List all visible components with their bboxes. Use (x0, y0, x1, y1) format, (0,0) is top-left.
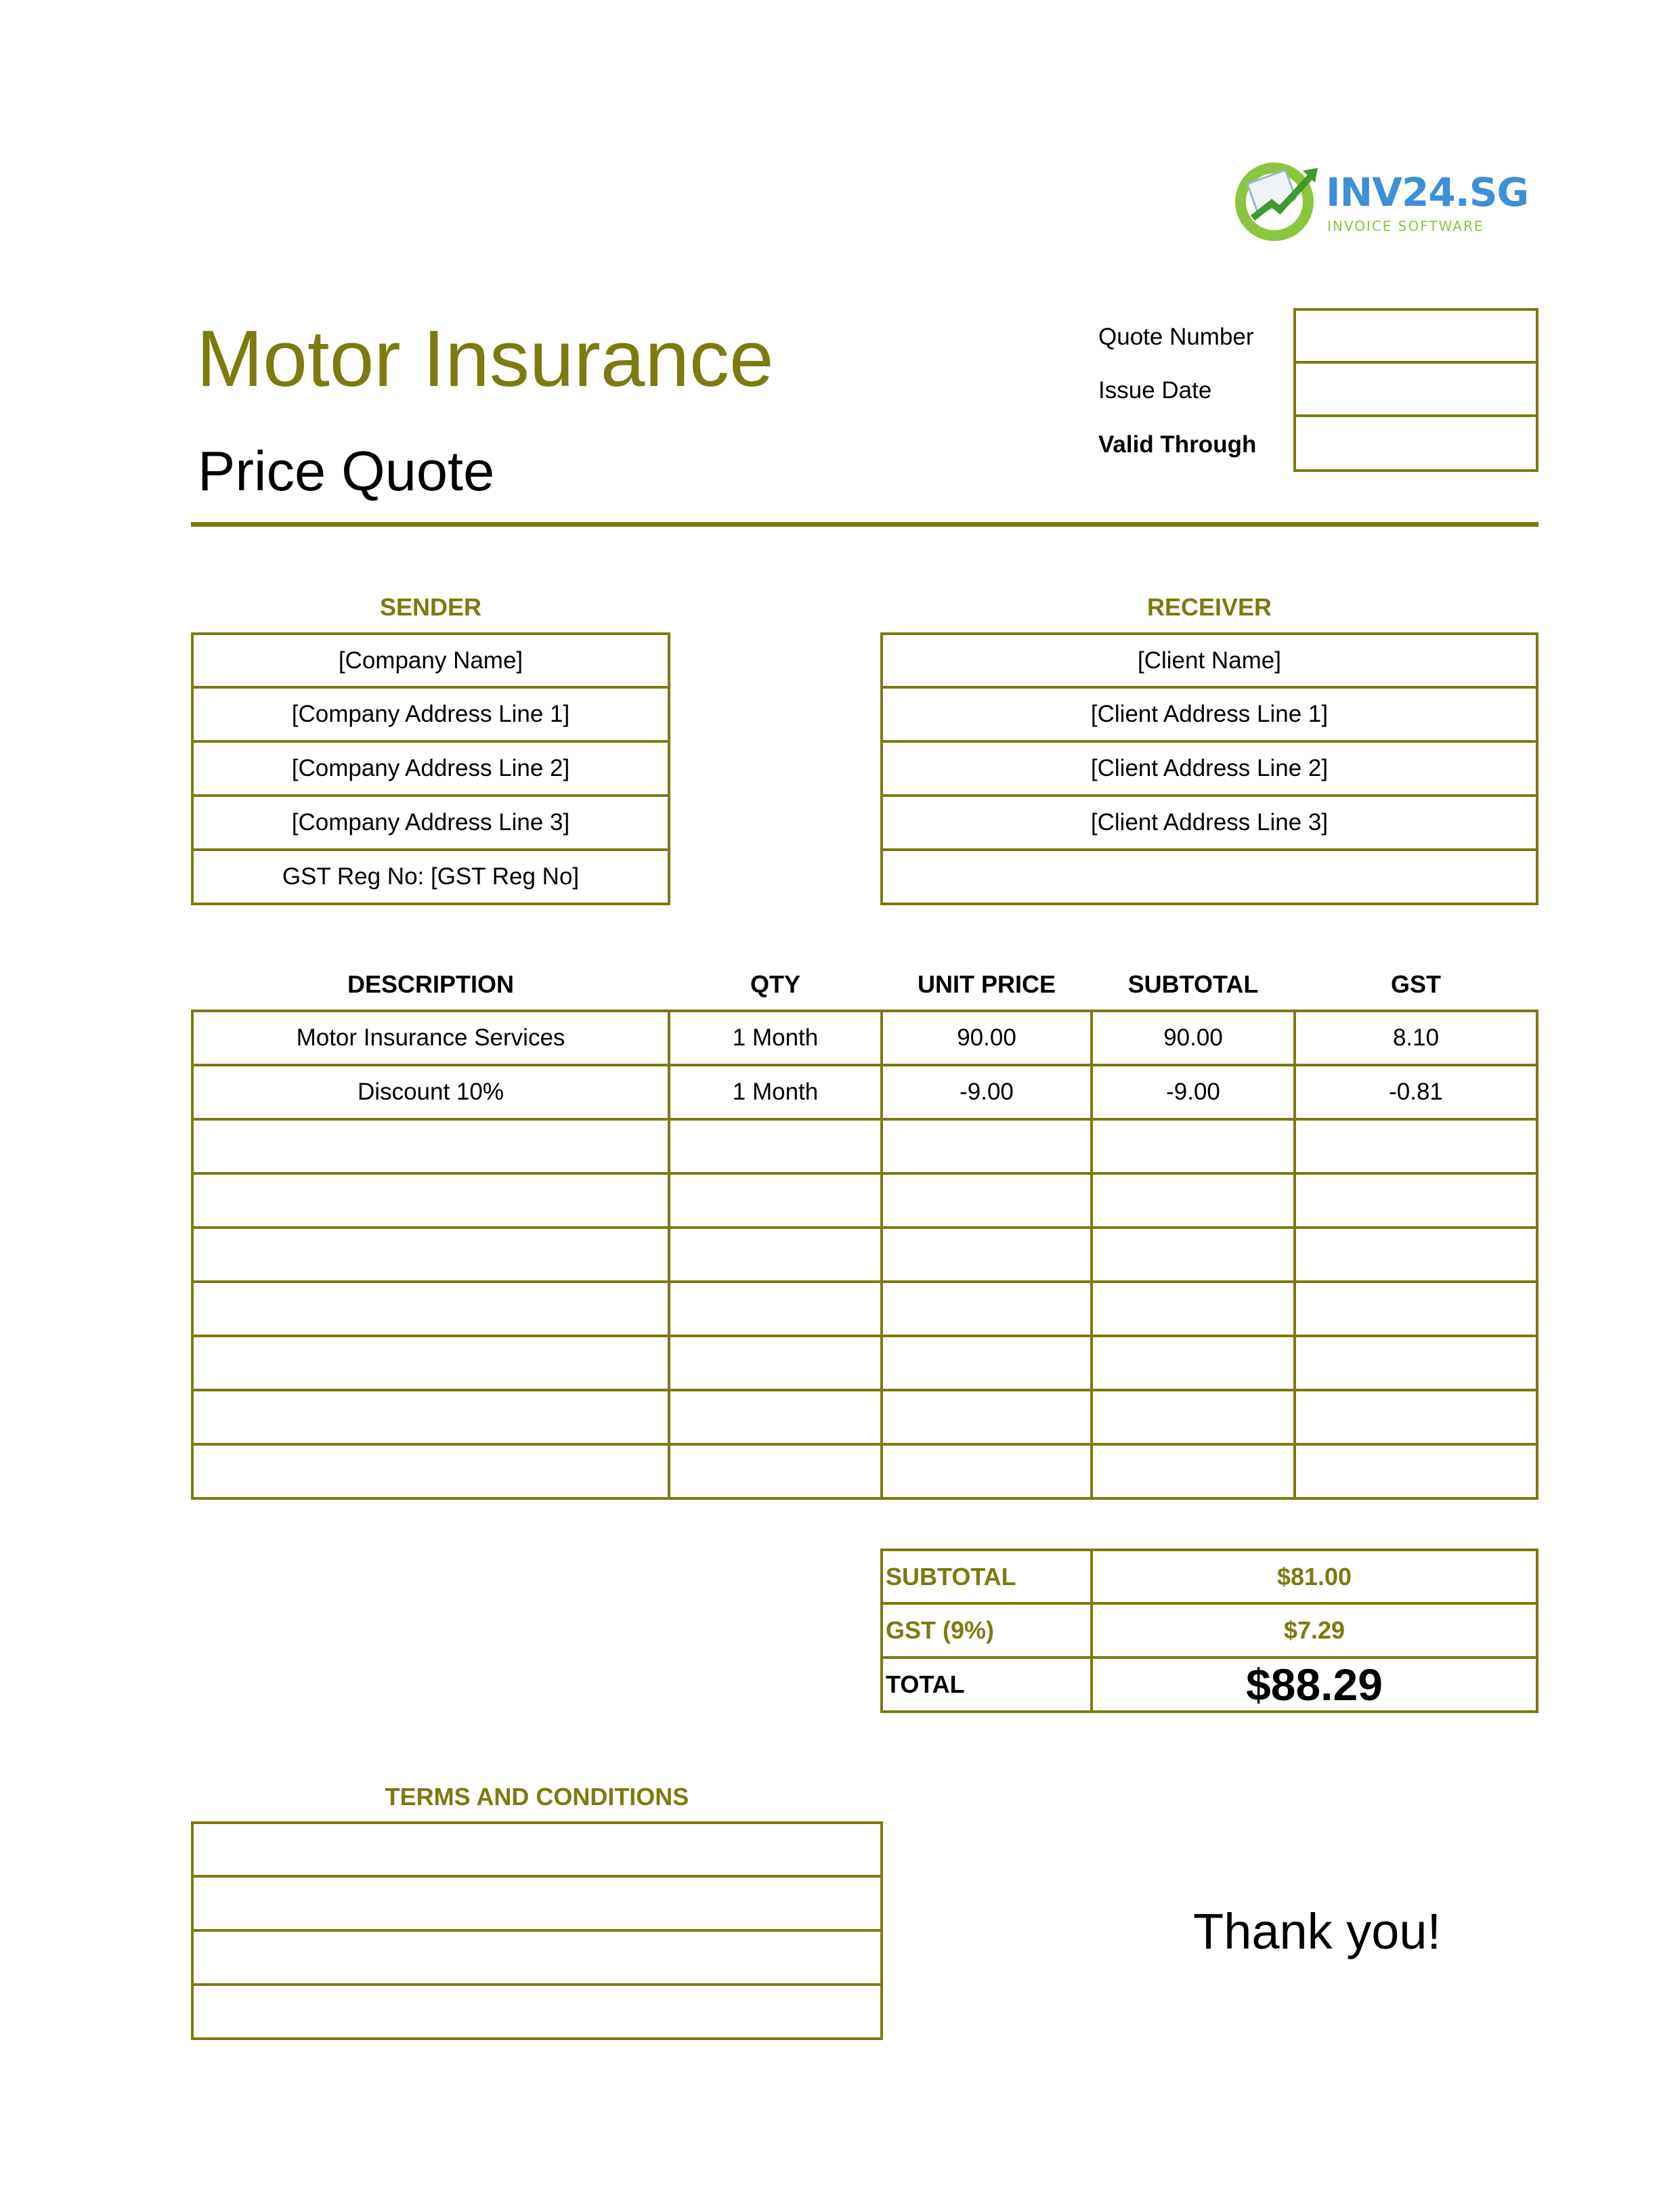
item-cell-description[interactable] (191, 1389, 670, 1446)
total-label-cell (880, 1656, 1093, 1713)
item-cell-description[interactable]: Motor Insurance Services (191, 1010, 670, 1066)
item-cell-qty[interactable] (668, 1280, 883, 1337)
subtotal-value-cell (1090, 1549, 1538, 1605)
item-cell-gst[interactable] (1293, 1118, 1538, 1175)
item-cell-description[interactable] (191, 1280, 670, 1337)
valid-through-field[interactable] (1293, 414, 1538, 472)
item-cell-description[interactable] (191, 1443, 670, 1500)
item-cell-gst[interactable] (1293, 1389, 1538, 1446)
logo-icon (1232, 156, 1320, 244)
item-cell-subtotal[interactable] (1090, 1226, 1296, 1283)
terms-heading: TERMS AND CONDITIONS (385, 1783, 689, 1811)
col-header-subtotal: SUBTOTAL (1127, 970, 1259, 998)
item-cell-qty[interactable] (668, 1335, 883, 1391)
col-header-gst: GST (1390, 970, 1441, 998)
sender-heading: SENDER (379, 593, 482, 621)
document-subtitle: Price Quote (198, 439, 495, 502)
item-cell-gst[interactable] (1293, 1172, 1538, 1229)
terms-line[interactable] (191, 1821, 883, 1878)
item-cell-description[interactable] (191, 1118, 670, 1175)
item-cell-subtotal[interactable]: 90.00 (1090, 1010, 1296, 1066)
logo-name: INV24.SG (1326, 169, 1529, 215)
receiver-address-line-1[interactable]: [Client Address Line 1] (880, 686, 1538, 743)
item-cell-unit-price[interactable] (880, 1443, 1093, 1500)
subtotal-label-cell (880, 1549, 1093, 1605)
item-cell-qty[interactable] (668, 1226, 883, 1283)
item-cell-subtotal[interactable] (1090, 1443, 1296, 1500)
valid-through-label: Valid Through (1098, 431, 1257, 458)
item-cell-subtotal[interactable] (1090, 1172, 1296, 1229)
thank-you-text: Thank you! (1193, 1903, 1442, 1959)
sender-address-line-3[interactable]: [Company Address Line 3] (191, 794, 670, 851)
receiver-client-name[interactable]: [Client Name] (880, 632, 1538, 689)
item-cell-gst[interactable] (1293, 1335, 1538, 1391)
item-cell-subtotal[interactable] (1090, 1118, 1296, 1175)
item-cell-qty[interactable]: 1 Month (668, 1010, 883, 1066)
gst-label-cell (880, 1602, 1093, 1659)
item-cell-qty[interactable] (668, 1118, 883, 1175)
item-cell-subtotal[interactable]: -9.00 (1090, 1064, 1296, 1121)
receiver-extra-line[interactable] (880, 848, 1538, 905)
item-cell-description[interactable] (191, 1172, 670, 1229)
item-cell-gst[interactable]: -0.81 (1293, 1064, 1538, 1121)
receiver-address-line-2[interactable]: [Client Address Line 2] (880, 740, 1538, 797)
quote-number-field[interactable] (1293, 308, 1538, 364)
item-cell-description[interactable] (191, 1335, 670, 1391)
col-header-description: DESCRIPTION (347, 970, 515, 998)
gst-value-cell (1090, 1602, 1538, 1659)
item-cell-unit-price[interactable] (880, 1226, 1093, 1283)
item-cell-qty[interactable] (668, 1443, 883, 1500)
header-divider (191, 522, 1538, 527)
item-cell-qty[interactable] (668, 1389, 883, 1446)
sender-address-line-2[interactable]: [Company Address Line 2] (191, 740, 670, 797)
item-cell-unit-price[interactable] (880, 1118, 1093, 1175)
subtotal-label: SUBTOTAL (886, 1562, 1016, 1590)
total-label: TOTAL (886, 1670, 965, 1698)
logo-tagline: INVOICE SOFTWARE (1327, 218, 1484, 234)
issue-date-field[interactable] (1293, 361, 1538, 417)
terms-line[interactable] (191, 1875, 883, 1932)
company-logo (1232, 156, 1529, 244)
sender-gst-reg[interactable]: GST Reg No: [GST Reg No] (191, 848, 670, 905)
terms-line[interactable] (191, 1983, 883, 2040)
total-value: $88.29 (1246, 1660, 1383, 1710)
item-cell-qty[interactable] (668, 1172, 883, 1229)
quote-number-label: Quote Number (1098, 324, 1254, 350)
item-cell-description[interactable]: Discount 10% (191, 1064, 670, 1121)
item-cell-unit-price[interactable]: 90.00 (880, 1010, 1093, 1066)
gst-value: $7.29 (1283, 1616, 1345, 1644)
receiver-address-line-3[interactable]: [Client Address Line 3] (880, 794, 1538, 851)
sender-company-name[interactable]: [Company Name] (191, 632, 670, 689)
col-header-unit-price: UNIT PRICE (917, 970, 1056, 998)
item-cell-subtotal[interactable] (1090, 1280, 1296, 1337)
item-cell-gst[interactable] (1293, 1226, 1538, 1283)
item-cell-subtotal[interactable] (1090, 1335, 1296, 1391)
sender-address-line-1[interactable]: [Company Address Line 1] (191, 686, 670, 743)
receiver-heading: RECEIVER (1146, 593, 1272, 621)
item-cell-gst[interactable] (1293, 1443, 1538, 1500)
item-cell-unit-price[interactable] (880, 1280, 1093, 1337)
terms-line[interactable] (191, 1929, 883, 1986)
item-cell-gst[interactable]: 8.10 (1293, 1010, 1538, 1066)
item-cell-unit-price[interactable] (880, 1335, 1093, 1391)
document-title: Motor Insurance (196, 314, 774, 404)
item-cell-subtotal[interactable] (1090, 1389, 1296, 1446)
item-cell-gst[interactable] (1293, 1280, 1538, 1337)
gst-label: GST (9%) (886, 1616, 995, 1644)
issue-date-label: Issue Date (1098, 377, 1212, 404)
total-value-cell (1090, 1656, 1538, 1713)
item-cell-description[interactable] (191, 1226, 670, 1283)
item-cell-qty[interactable]: 1 Month (668, 1064, 883, 1121)
col-header-qty: QTY (750, 970, 800, 998)
item-cell-unit-price[interactable] (880, 1389, 1093, 1446)
item-cell-unit-price[interactable]: -9.00 (880, 1064, 1093, 1121)
subtotal-value: $81.00 (1276, 1562, 1352, 1590)
item-cell-unit-price[interactable] (880, 1172, 1093, 1229)
